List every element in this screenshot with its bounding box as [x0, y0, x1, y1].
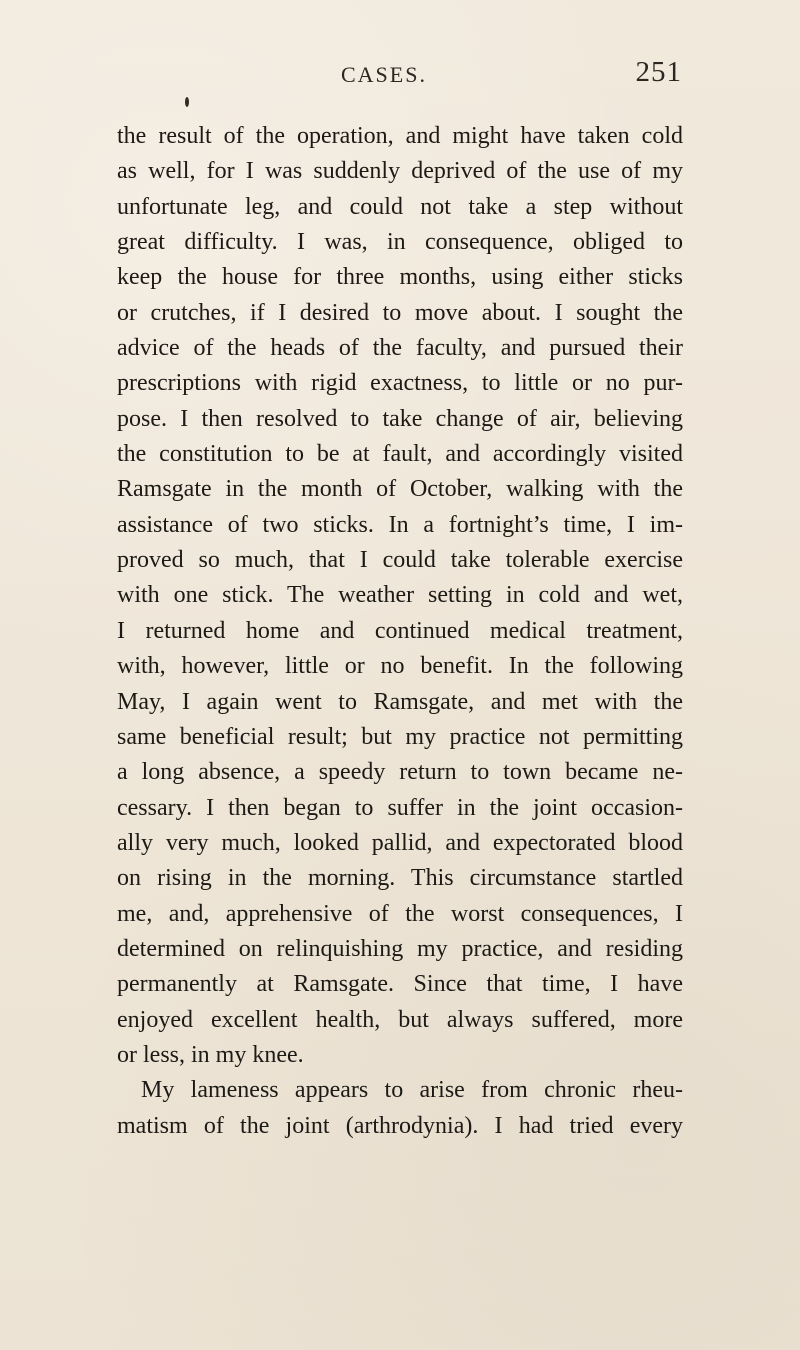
text-line: prescriptions with rigid exactness, to little or no pur- [117, 370, 683, 397]
text-line: the result of the operation, and might have taken cold [117, 123, 683, 149]
text-line: great difficulty. I was, in consequence, obliged to [117, 229, 683, 256]
text-line: cessary. I then began to suffer in the joint occasion- [117, 794, 683, 821]
text-line: keep the house for three months, using either sticks [117, 264, 683, 291]
text-line: or less, in my knee. [117, 1041, 304, 1068]
text-line: enjoyed excellent health, but always suffered, more [117, 1006, 683, 1033]
text-line: ally very much, looked pallid, and expectorated blood [117, 829, 683, 856]
text-line: a long absence, a speedy return to town became ne- [117, 759, 683, 786]
text-line: with, however, little or no benefit. In the following [117, 653, 683, 680]
text-line: determined on relinquishing my practice, and residing [117, 935, 683, 962]
text-line: with one stick. The weather setting in cold and wet, [117, 582, 683, 609]
text-line: May, I again went to Ramsgate, and met with the [117, 688, 683, 715]
running-head: CASES. [341, 62, 427, 87]
paragraph-start-line: My lameness appears to arise from chronic rheu- [141, 1077, 683, 1104]
text-line: permanently at Ramsgate. Since that time, I have [117, 971, 683, 998]
ink-speck [185, 97, 189, 107]
body-text [117, 119, 683, 1144]
text-line: or crutches, if I desired to move about. I sought the [117, 299, 683, 326]
page-number: 251 [635, 56, 682, 88]
text-line: same beneficial result; but my practice not permitting [117, 723, 683, 750]
text-line: advice of the heads of the faculty, and pursued their [117, 335, 683, 362]
text-line: the constitution to be at fault, and accordingly visited [117, 441, 683, 468]
text-line: pose. I then resolved to take change of air, believing [117, 405, 683, 432]
text-line: unfortunate leg, and could not take a step without [117, 193, 683, 220]
text-line: Ramsgate in the month of October, walking with the [117, 476, 683, 503]
text-line: I returned home and continued medical treatment, [117, 617, 683, 644]
text-line: assistance of two sticks. In a fortnight’s time, I im- [117, 511, 683, 538]
text-line: proved so much, that I could take tolerable exercise [117, 547, 683, 574]
text-line: as well, for I was suddenly deprived of the use of my [117, 158, 683, 185]
text-line: me, and, apprehensive of the worst consequences, I [117, 900, 683, 927]
text-line: on rising in the morning. This circumstance startled [117, 865, 683, 892]
page-header [0, 56, 800, 102]
text-line: matism of the joint (arthrodynia). I had tried every [117, 1112, 683, 1139]
